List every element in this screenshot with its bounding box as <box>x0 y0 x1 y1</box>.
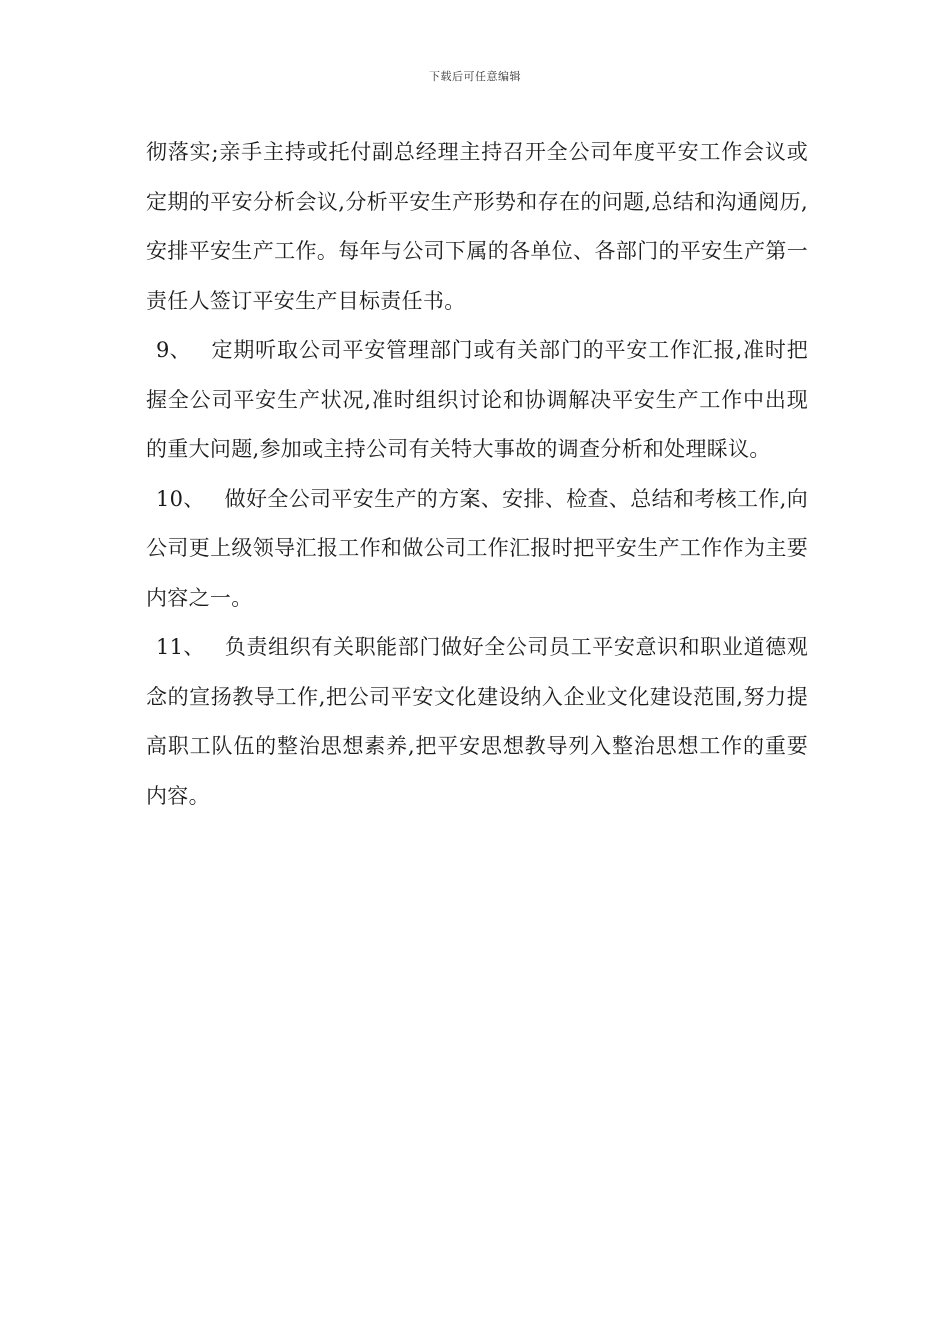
page-header: 下载后可任意编辑 <box>429 70 521 83</box>
paragraph-item-10 <box>146 475 808 624</box>
paragraph <box>146 128 808 326</box>
paragraph-text: 负责组织有关职能部门做好全公司员工平安意识和职业道德观念的宣扬教导工作,把公司平安文化建设纳入企业文化建设范围,努力提高职工队伍的整治思想素养,把平安思想教导列入整治思想工作的重要内容。 <box>146 635 808 808</box>
paragraph-item-11 <box>146 623 808 821</box>
document-body <box>146 128 808 821</box>
item-number: 10、 <box>156 486 205 511</box>
paragraph-text: 做好全公司平安生产的方案、安排、检查、总结和考核工作,向公司更上级领导汇报工作和做公司工作汇报时把平安生产工作作为主要内容之一。 <box>146 486 808 610</box>
paragraph-text: 彻落实;亲手主持或托付副总经理主持召开全公司年度平安工作会议或定期的平安分析会议,分析平安生产形势和存在的问题,总结和沟通阅历,安排平安生产工作。每年与公司下属的各单位、各部门的平安生产第一责任人签订平安生产目标责任书。 <box>146 140 808 313</box>
paragraph-item-9 <box>146 326 808 475</box>
paragraph-text: 定期听取公司平安管理部门或有关部门的平安工作汇报,准时把握全公司平安生产状况,准时组织讨论和协调解决平安生产工作中出现的重大问题,参加或主持公司有关特大事故的调查分析和处理睬议。 <box>146 338 808 461</box>
item-number: 11、 <box>156 635 205 659</box>
item-number: 9、 <box>156 338 191 362</box>
